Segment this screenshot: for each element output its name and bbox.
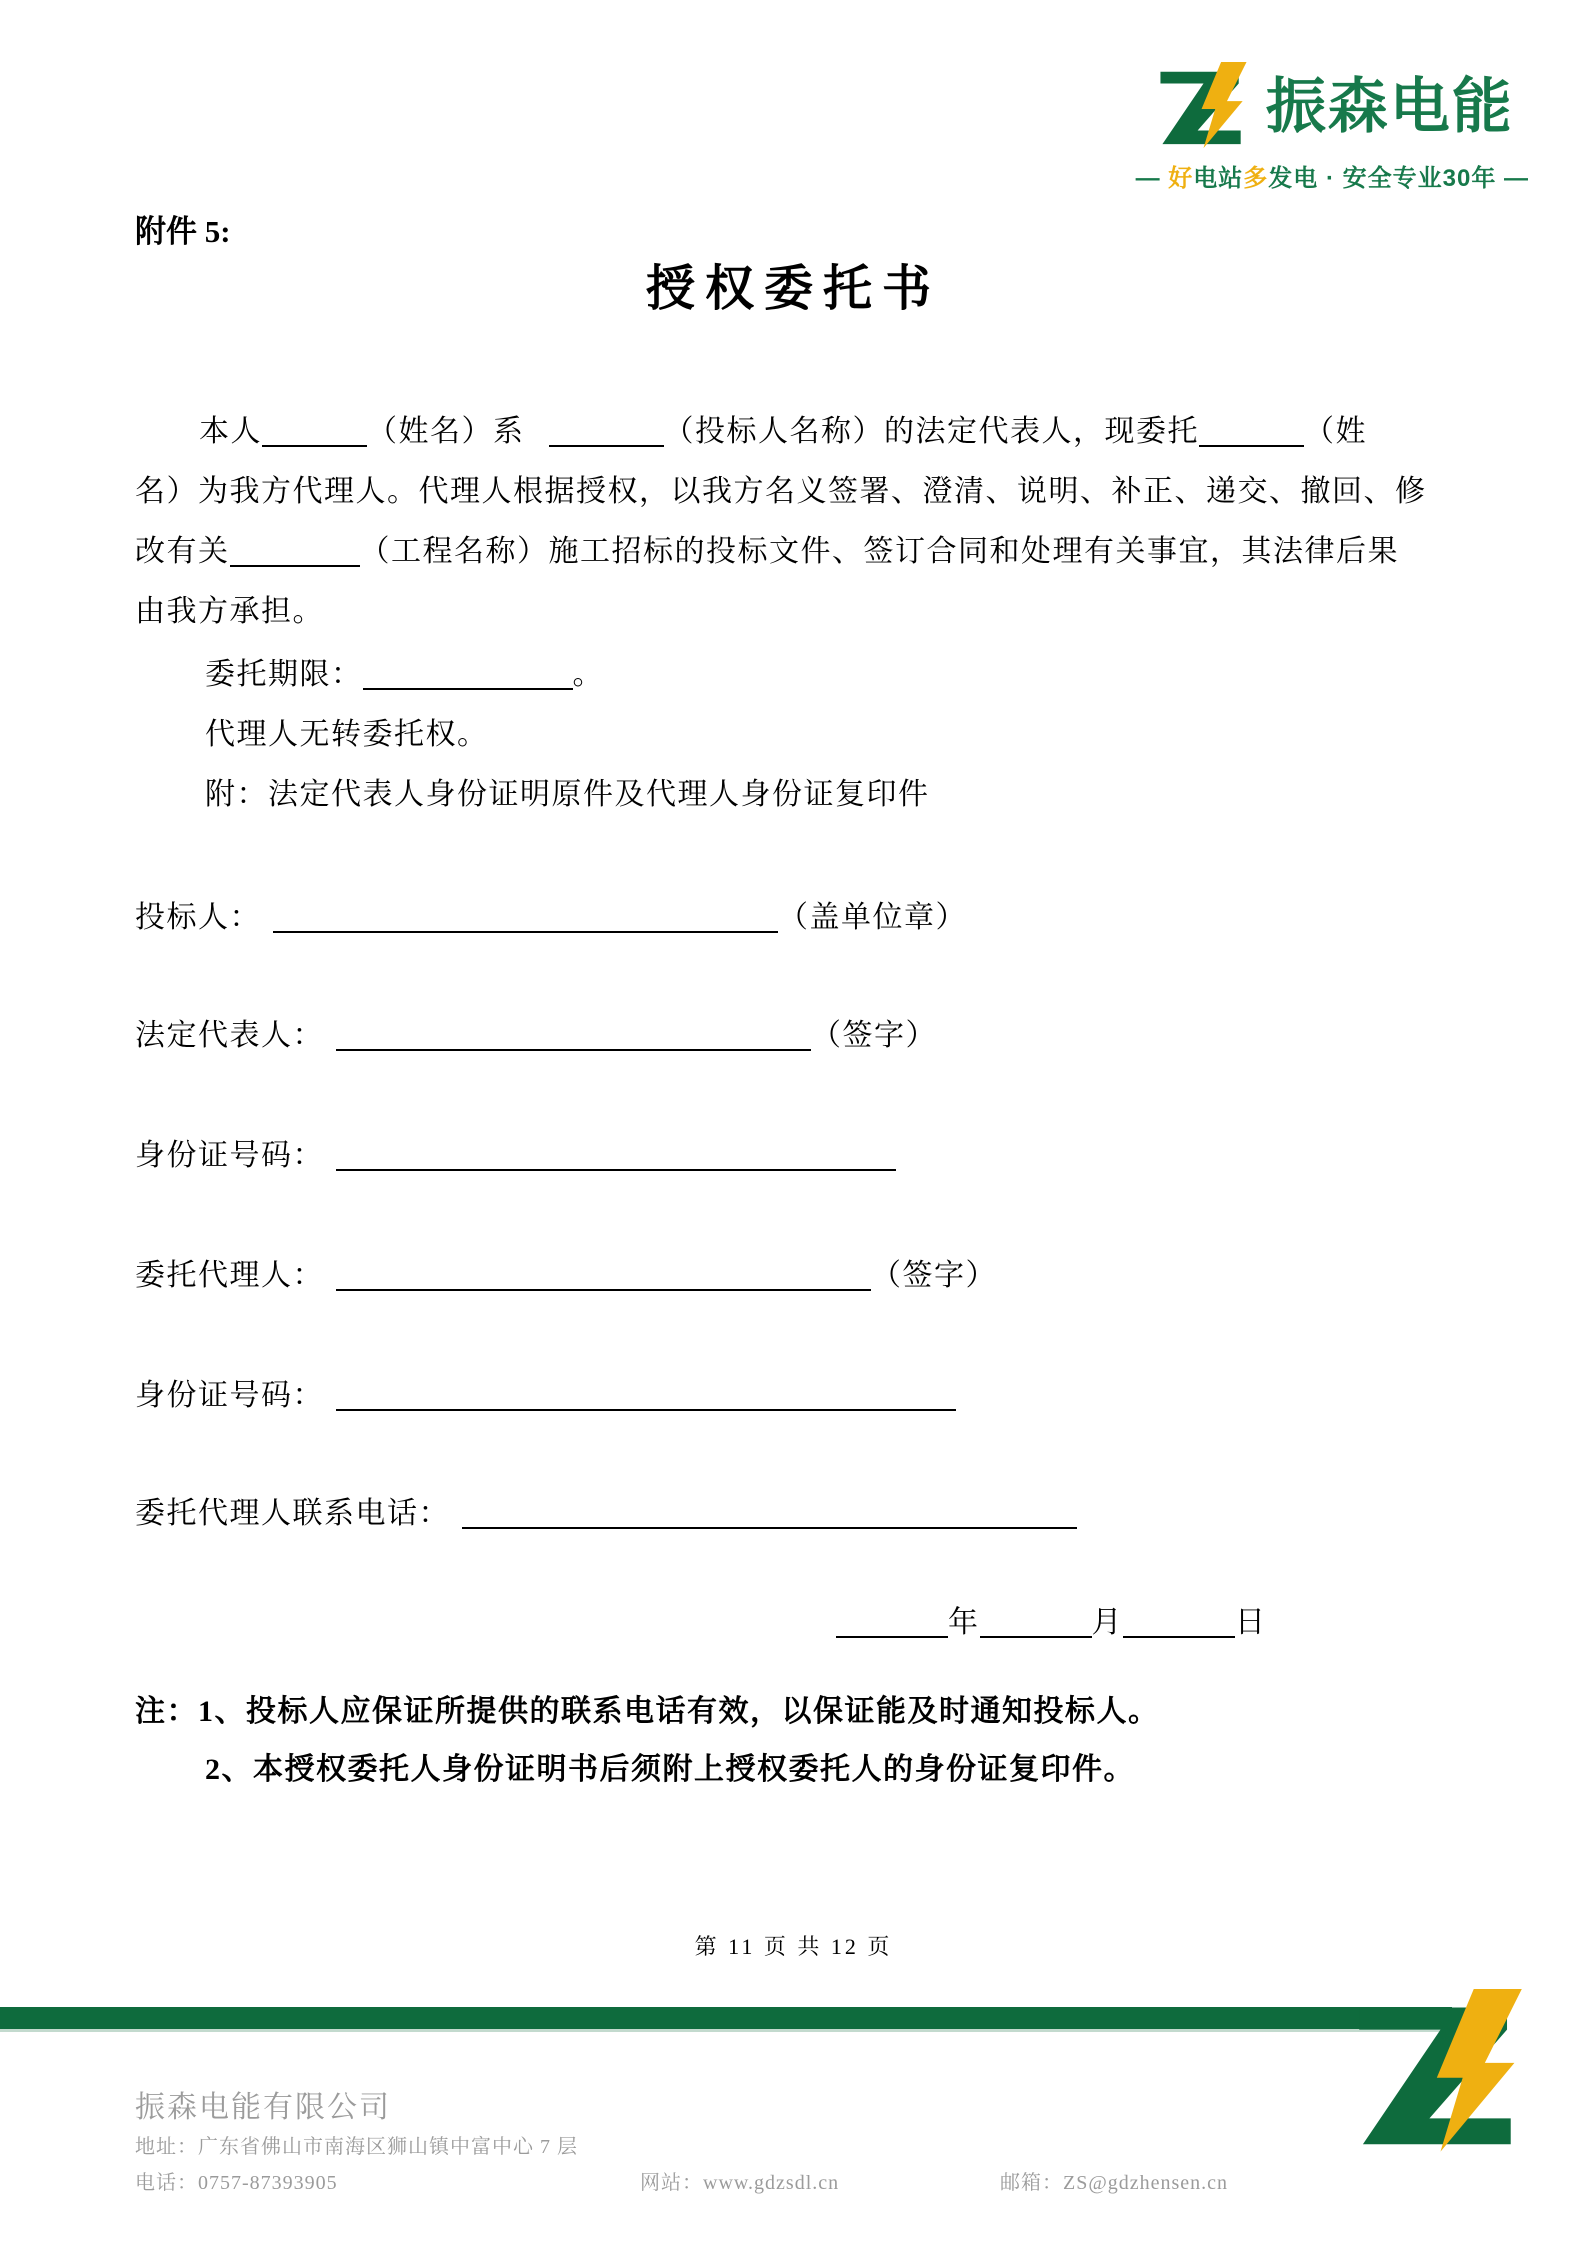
blank-underline (549, 417, 664, 447)
blank-underline (462, 1499, 1077, 1529)
logo-text: 振森电能 (1265, 73, 1514, 140)
text-segment: （姓 (1304, 415, 1367, 448)
blank-underline (980, 1608, 1092, 1638)
blank-underline (273, 903, 778, 933)
attachment-note-line: 附：法定代表人身份证明原件及代理人身份证复印件 (205, 778, 930, 811)
blank-underline (336, 1021, 811, 1051)
no-transfer-line: 代理人无转委托权。 (205, 718, 489, 751)
footer-company-name: 振森电能有限公司 (135, 2091, 391, 2124)
blank-underline (363, 660, 573, 690)
text-segment: 好 (1168, 165, 1194, 192)
blank-underline (230, 537, 360, 567)
text-segment: 投标人： (135, 901, 261, 934)
text-segment: 由我方承担。 (135, 595, 324, 628)
footer-address: 地址：广东省佛山市南海区狮山镇中富中心 7 层 (135, 2136, 578, 2158)
footer-phone: 电话：0757-87393905 (135, 2172, 338, 2194)
blank-underline (1123, 1608, 1235, 1638)
duration-line (205, 645, 604, 705)
company-logo (1136, 62, 1529, 193)
text-segment: 多 (1243, 165, 1269, 192)
attachment-label: 附件 5: (135, 214, 231, 249)
text-segment: 电站 (1193, 165, 1244, 192)
text-segment: 发电 · 安全专业30年 (1268, 165, 1497, 192)
legal-representative-field (135, 1006, 937, 1066)
blank-underline (1199, 417, 1304, 447)
id-number-field-1 (135, 1126, 896, 1186)
blank-underline (336, 1381, 956, 1411)
footer-contact-row (0, 2166, 1587, 2196)
logo-tagline (1136, 158, 1529, 193)
footer-website: 网站：www.gdzsdl.cn (640, 2172, 840, 2194)
footer-email: 邮箱：ZS@gdzhensen.cn (1000, 2172, 1229, 2194)
text-segment: （姓名）系 (367, 415, 525, 448)
blank-underline (336, 1261, 871, 1291)
date-line (836, 1593, 1267, 1653)
note-line-2: 2、本授权委托人身份证明书后须附上授权委托人的身份证复印件。 (205, 1753, 1135, 1786)
logo-z-lightning-icon (1151, 62, 1256, 152)
text-segment: 。 (572, 658, 604, 691)
blank-underline (336, 1141, 896, 1171)
text-segment: 委托期限： (205, 658, 363, 691)
id-number-field-2 (135, 1366, 956, 1426)
note-line-1: 注：1、投标人应保证所提供的联系电话有效，以保证能及时通知投标人。 (135, 1695, 1160, 1728)
text-segment: 名）为我方代理人。代理人根据授权，以我方名义签署、澄清、说明、补正、递交、撤回、修 (135, 475, 1427, 508)
bidder-field (135, 888, 967, 948)
text-segment: 身份证号码： (135, 1139, 324, 1172)
agent-phone-field (135, 1484, 1077, 1544)
text-segment: 本人 (199, 415, 262, 448)
footer-green-bar (0, 2007, 1452, 2029)
text-segment: 改有关 (135, 535, 230, 568)
text-segment: — (1496, 165, 1529, 192)
footer-z-lightning-icon (1338, 1989, 1543, 2159)
logo-row (1151, 62, 1514, 152)
text-segment: — (1135, 165, 1169, 192)
blank-underline (836, 1608, 948, 1638)
page-title: 授权委托书 (645, 261, 941, 316)
text-segment: 月 (1091, 1606, 1123, 1639)
text-segment: 身份证号码： (135, 1379, 324, 1412)
text-segment: （盖单位章） (778, 901, 967, 934)
text-segment: 年 (948, 1606, 980, 1639)
authorization-paragraph (135, 402, 1495, 642)
text-segment: 法定代表人： (135, 1019, 324, 1052)
page-number: 第 11 页 共 12 页 (694, 1934, 893, 1959)
text-segment: 委托代理人： (135, 1259, 324, 1292)
blank-underline (262, 417, 367, 447)
text-segment: 委托代理人联系电话： (135, 1497, 450, 1530)
text-segment: （签字） (871, 1259, 997, 1292)
text-segment: （工程名称）施工招标的投标文件、签订合同和处理有关事宜，其法律后果 (359, 535, 1399, 568)
text-segment: （签字） (811, 1019, 937, 1052)
authorized-agent-field (135, 1246, 997, 1306)
text-segment: （投标人名称）的法定代表人，现委托 (663, 415, 1199, 448)
text-segment: 日 (1235, 1606, 1267, 1639)
